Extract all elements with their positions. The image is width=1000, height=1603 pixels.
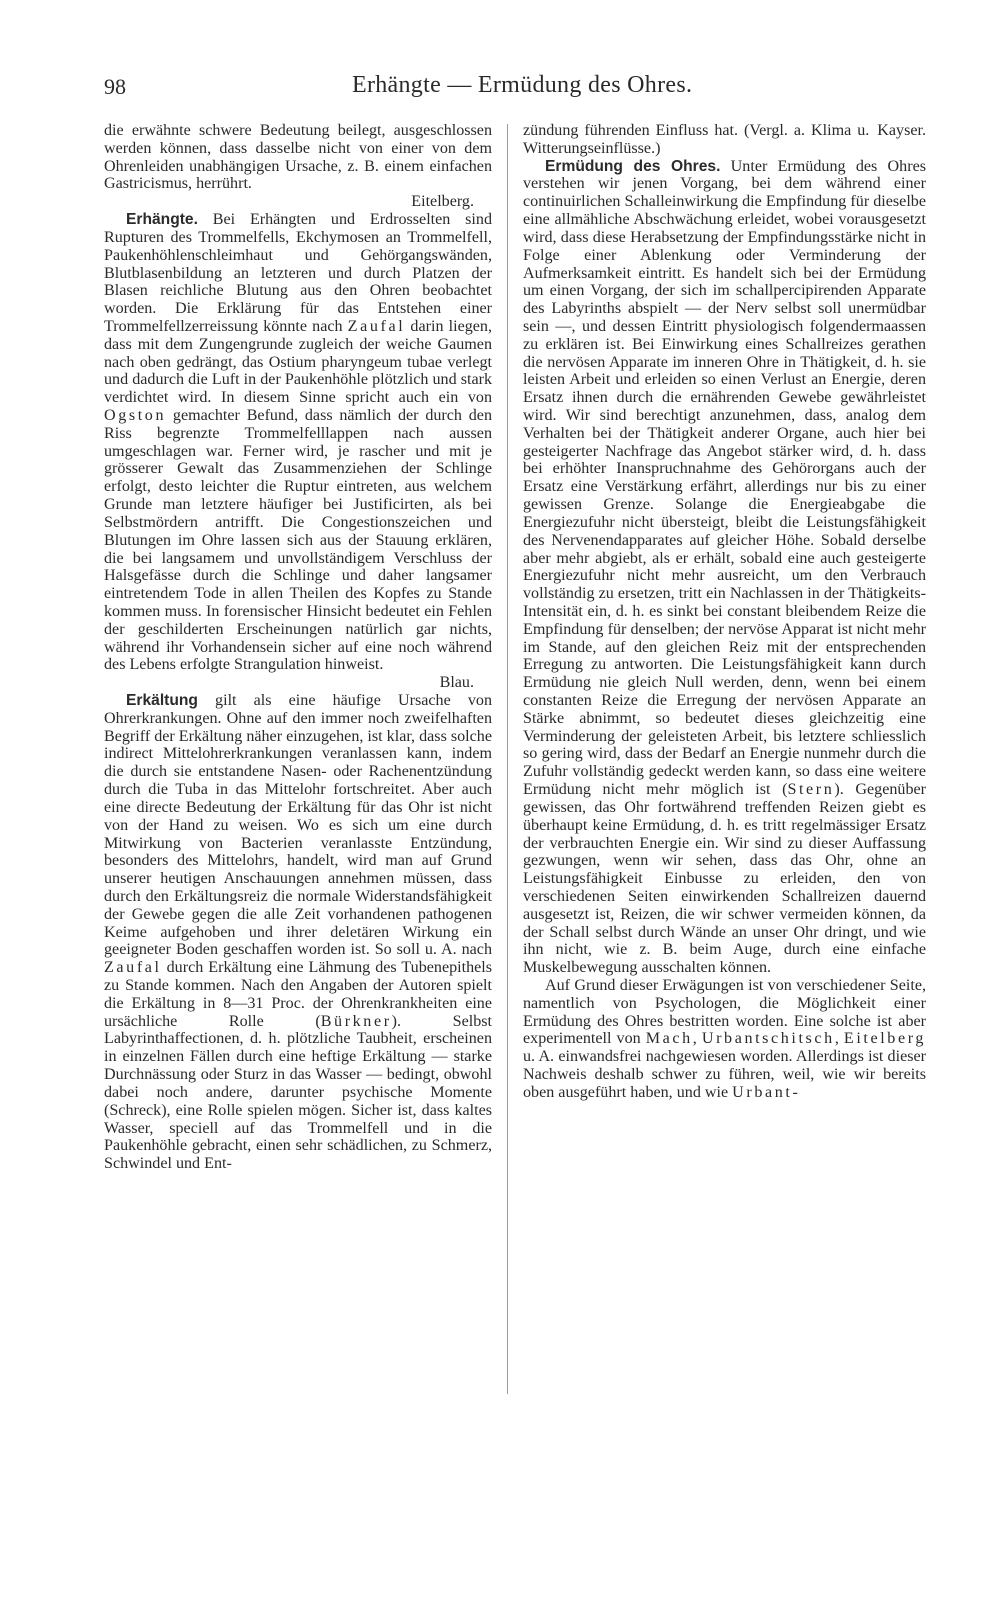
entry-text: Auf Grund dieser Erwägungen ist von verschiedener Seite, namentlich von Psychologen, die Möglichkeit einer Ermüdung des Ohres bestritten worden. Eine solche ist aber experimentell von [523,977,926,1048]
entry-title: Erkältung [126,692,198,709]
author-name: Ogston [104,407,167,424]
author-signature: Eitelberg. [411,193,474,211]
entry-text: Bei Erhängten und Erdrosselten sind Rupturen des Trommelfells, Ekchymosen an Trommelfell, Paukenhöhlenschleimhaut und Gehörgangswänden, Blutblasenbildung an letzteren und durch Platzen der Blasen reichliche Blutung aus den Ohren beobachtet worden. Die Erklärung für das Entstehen einer Trommelfellzerreissung könnte nach [104,211,492,335]
running-title: Erhängte — Ermüdung des Ohres. [352,72,693,98]
author-name: Zaufal [347,317,406,335]
entry-text: gilt als eine häufige Ursache von Ohrerkrankungen. Ohne auf den immer noch zweifelhaften Begriff der Erkältung näher einzugehen, ist klar, dass solche indirect Mittelohrerkrankungen veranlassen kann, indem die durch sie entstandene Nasen- oder Rachenentzündung durch die Tuba in das Mittelohr fortschreitet. Aber auch eine directe Bedeutung der Erkältung für das Ohr ist nicht von der Hand zu weisen. Wo es sich um eine durch Mitwirkung von Bacterien veranlasste Entzündung, besonders des Mittelohrs, handelt, wird man auf Grund unserer heutigen Anschauungen annehmen müssen, dass durch den Erkältungsreiz die normale Widerstandsfähigkeit der Gewebe gegen die alle Zeit vorhandenen pathogenen Keime aufgehoben und ihrer deletären Wirkung ein geeigneter Boden geschaffen worden ist. So soll u. A. nach [104,692,492,959]
entry-ermuedung-des-ohres [523,158,926,977]
paragraph-text: die erwähnte schwere Bedeutung beilegt, ausgeschlossen werden können, dass dasselbe nicht von einer von dem Ohrenleiden unabhängigen Ursache, z. B. einem einfachen Gastricismus, herrührt. [104,122,492,193]
paragraph [523,977,926,1102]
entry-text: durch Erkältung eine Lähmung des Tubenepithels zu Stande kommen. Nach den Angaben der Autoren spielt die Erkältung in 8—31 Proc. der Ohrenkrankheiten eine ursächliche Rolle ( [104,959,492,1030]
paragraph-continuation [523,122,926,158]
right-column [523,122,926,1102]
author-name: Stern [787,781,835,799]
author-name: Bürkner [320,1012,392,1030]
entry-text: u. A. einwandsfrei nachgewiesen worden. Allerdings ist dieser Nachweis deshalb schwer zu führen, weil, wie wir bereits oben ausgeführt haben, und wie [523,1048,926,1101]
author-name: Urbant- [732,1083,801,1101]
paragraph-continuation [104,122,492,211]
author-name: Zaufal [104,959,162,977]
left-column [104,122,492,1173]
entry-text: darin liegen, dass mit dem Zungengrunde zugleich der weiche Gaumen nach oben gedrängt, das Ostium pharyngeum tubae verlegt und dadurch die Luft in der Paukenhöhle plötzlich und stark verdichtet wird. In diesem Sinne spricht auch ein von [104,317,492,407]
entry-text: , [692,1030,702,1048]
page-number: 98 [104,74,126,99]
entry-text: ). Selbst Labyrinthaffectionen, d. h. plötzliche Taubheit, erscheinen in einzelnen Fällen durch eine heftige Erkältung — starke Durchnässung oder Sturz in das Wasser — bedingt, obwohl dabei noch andere, darunter psychische Momente (Schreck), eine Rolle spielen mögen. Sicher ist, dass kaltes Wasser, speciell auf das Trommelfell und in die Paukenhöhle gebracht, einen sehr schädlichen, zu Schmerz, Schwindel und Ent- [104,1012,492,1173]
author-name: Eitelberg [843,1030,927,1048]
author-name: Mach [645,1030,693,1048]
entry-title: Ermüdung des Ohres. [545,157,721,175]
column-divider [507,124,508,1394]
author-signature: Blau. [439,674,474,692]
paragraph-text: zündung führenden Einfluss hat. (Vergl. a. Klima u. Witterungseinflüsse.) [523,122,870,157]
entry-text: , [834,1030,844,1048]
author-signature: Kayser. [877,122,926,139]
entry-text: Unter Ermüdung des Ohres verstehen wir jenen Vorgang, bei dem während einer continuirlichen Schalleinwirkung die Empfindung für dieselbe eine allmähliche Abschwächung erleidet, wobei vorausgesetzt wird, dass diese Herabsetzung der Empfindungsstärke nicht in Folge einer Ablenkung oder Verminderung der Aufmerksamkeit eintritt. Es handelt sich bei der Ermüdung um einen Vorgang, der sich im schallpercipirenden Apparate des Labyrinths abspielt — der Nerv selbst soll unermüdbar sein —, und dessen Eintritt physiologisch folgendermaassen zu erklären ist. Bei Einwirkung eines Schallreizes gerathen die nervösen Apparate im inneren Ohre in Thätigkeit, d. h. sie leisten Arbeit und erleiden so einen Verlust an Energie, deren Ersatz ihnen durch die ernährenden Gewebe gewährleistet wird. Wir sind berechtigt anzunehmen, dass, analog dem Verhalten bei der Thätigkeit anderer Organe, auch hier bei gesteigerter Nachfrage das Angebot stärker wird, d. h. dass bei erhöhter Inanspruchnahme des Gehörorgans auch der Ersatz eine Verstärkung erfährt, allerdings nur bis zu einer gewissen Grenze. Solange die Energieabgabe die Energiezufuhr nicht übersteigt, bleibt die Leistungsfähigkeit des Nervenendapparates auf gleicher Höhe. Sobald derselbe aber mehr abgiebt, als er erhält, sobald eine auch gesteigerte Energiezufuhr nicht mehr ausreicht, um den Verbrauch vollständig zu ersetzen, tritt ein Nachlassen in der Thätigkeits-Intensität ein, d. h. es sinkt bei constant bleibendem Reize die Empfindung für denselben; der nervöse Apparat ist nicht mehr im Stande, auf den gleichen Reiz mit der entsprechenden Erregung zu antworten. Die Leistungsfähigkeit kann durch Ermüdung nie gleich Null werden, denn, wenn bei einem constanten Reize die Erregung der nervösen Apparate an Stärke abnimmt, so bedeutet dieses gleichzeitig eine Verminderung der geleisteten Arbeit, bis letztere schliesslich so gering wird, dass der Bedarf an Energie nunmehr durch die Zufuhr vollständig gedeckt werden kann, so dass eine weitere Ermüdung nicht mehr möglich ist ( [523,157,926,799]
entry-erhaengte [104,211,492,692]
entry-erkaeltung [104,692,492,1173]
entry-title: Erhängte. [126,211,198,229]
entry-text: ). Gegenüber gewissen, das Ohr fortwährend treffenden Reizen giebt es überhaupt keine Ermüdung, d. h. es tritt regelmässiger Ersatz der verbrauchten Energie ein. Wir sind zu dieser Auffassung gezwungen, wenn wir sehen, dass das Ohr, ohne an Leistungsfähigkeit Einbusse zu erleiden, den von verschiedenen Seiten einwirkenden Schallreizen dauernd ausgesetzt ist, Reizen, die wir schwer vermeiden können, da der Schall selbst durch Wände an unser Ohr dringt, und wie ihn nicht, wie z. B. beim Auge, durch eine einfache Muskelbewegung ausschalten können. [523,781,926,977]
author-name: Urbantschitsch [701,1030,835,1048]
entry-text: gemachter Befund, dass nämlich der durch den Riss begrenzte Trommelfelllappen nach aussen umgeschlagen war. Ferner wird, je rascher und mit je grösserer Gewalt das Zusammenziehen der Schlinge erfolgt, desto leichter die Ruptur eintreten, aus welchem Grunde man letztere häufiger bei Justificirten, als bei Selbstmördern antrifft. Die Congestionszeichen und Blutungen im Ohre lassen sich aus der Stauung erklären, die bei langsamem und unvollständigem Verschluss der Halsgefässe durch die Schlinge und daher langsamer eintretendem Tode in allen Theilen des Kopfes zu Stande kommen muss. In forensischer Hinsicht bedeutet ein Fehlen der geschilderten Erscheinungen natürlich gar nichts, während ihr Vorhandensein sicher auf eine noch während des Lebens erfolgte Strangulation hinweist. [104,407,492,674]
